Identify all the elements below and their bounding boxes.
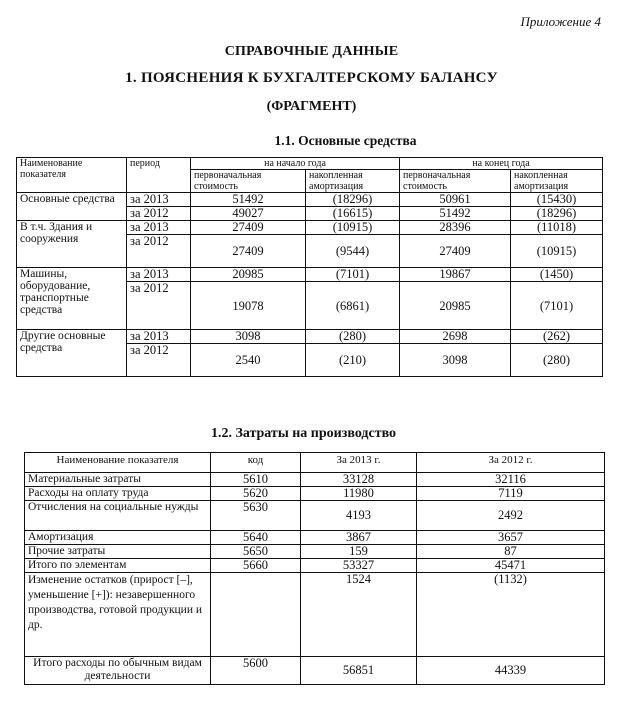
code-cell: 5630	[211, 501, 301, 531]
row-label: Итого по элементам	[25, 559, 211, 573]
table-header-row	[25, 453, 605, 473]
period-cell: за 2013	[127, 221, 191, 235]
code-cell: 5620	[211, 487, 301, 501]
col-header-code: код	[211, 453, 301, 473]
value-cell: (7101)	[511, 282, 603, 330]
fixed-assets-table	[16, 157, 603, 377]
appendix-label: Приложение 4	[520, 14, 601, 29]
value-cell: 4193	[301, 501, 417, 531]
table-row	[17, 221, 603, 235]
table-row	[17, 193, 603, 207]
value-cell: 159	[301, 545, 417, 559]
row-label-fixed-assets: Основные средства	[17, 193, 127, 221]
row-label: Прочие затраты	[25, 545, 211, 559]
code-cell: 5640	[211, 531, 301, 545]
value-cell: (1450)	[511, 268, 603, 282]
value-cell: 51492	[191, 193, 306, 207]
table-row	[25, 501, 605, 531]
value-cell: 51492	[400, 207, 511, 221]
value-cell: (11018)	[511, 221, 603, 235]
code-cell	[211, 573, 301, 657]
value-cell: 53327	[301, 559, 417, 573]
row-label: Расходы на оплату труда	[25, 487, 211, 501]
value-cell: 2492	[417, 501, 605, 531]
value-cell: 3867	[301, 531, 417, 545]
period-cell: за 2012	[127, 282, 191, 330]
value-cell: 11980	[301, 487, 417, 501]
code-cell: 5610	[211, 473, 301, 487]
value-cell: 44339	[417, 657, 605, 685]
value-cell: 2540	[191, 344, 306, 377]
value-cell: 2698	[400, 330, 511, 344]
col-header-begin-year: на начало года	[191, 158, 400, 170]
value-cell: 3098	[191, 330, 306, 344]
value-cell: 28396	[400, 221, 511, 235]
period-cell: за 2013	[127, 268, 191, 282]
doc-title: СПРАВОЧНЫЕ ДАННЫЕ	[224, 44, 399, 59]
value-cell: 3657	[417, 531, 605, 545]
value-cell: 45471	[417, 559, 605, 573]
period-cell: за 2013	[127, 330, 191, 344]
doc-fragment-label: (ФРАГМЕНТ)	[266, 99, 357, 114]
value-cell: 1524	[301, 573, 417, 657]
col-header-begin-cost: первоначальная стоимость	[191, 170, 306, 193]
value-cell: 27409	[191, 221, 306, 235]
value-cell: (7101)	[306, 268, 400, 282]
col-header-end-cost: первоначальная стоимость	[400, 170, 511, 193]
row-label: Амортизация	[25, 531, 211, 545]
table-row	[25, 657, 605, 685]
row-label: Итого расходы по обычным видам деятельности	[25, 657, 211, 685]
table-row	[25, 559, 605, 573]
value-cell: (280)	[511, 344, 603, 377]
value-cell: 56851	[301, 657, 417, 685]
value-cell: (15430)	[511, 193, 603, 207]
value-cell: 32116	[417, 473, 605, 487]
col-header-end-depreciation: накопленная амортизация	[511, 170, 603, 193]
value-cell: 20985	[400, 282, 511, 330]
code-cell: 5660	[211, 559, 301, 573]
value-cell: (18296)	[306, 193, 400, 207]
col-header-name: Наименование показателя	[25, 453, 211, 473]
value-cell: (10915)	[511, 235, 603, 268]
code-cell: 5600	[211, 657, 301, 685]
value-cell: 87	[417, 545, 605, 559]
production-costs-table	[24, 452, 605, 685]
value-cell: (16615)	[306, 207, 400, 221]
table-row	[25, 531, 605, 545]
period-cell: за 2012	[127, 207, 191, 221]
table-row	[25, 487, 605, 501]
section-1-1-heading: 1.1. Основные средства	[274, 133, 417, 148]
period-cell: за 2012	[127, 344, 191, 377]
col-header-period: период	[127, 158, 191, 193]
col-header-begin-depreciation: накопленная амортизация	[306, 170, 400, 193]
value-cell: (280)	[306, 330, 400, 344]
table-row	[17, 330, 603, 344]
row-label: Материальные затраты	[25, 473, 211, 487]
value-cell: (18296)	[511, 207, 603, 221]
value-cell: (262)	[511, 330, 603, 344]
value-cell: 50961	[400, 193, 511, 207]
value-cell: 3098	[400, 344, 511, 377]
col-header-end-year: на конец года	[400, 158, 603, 170]
value-cell: 7119	[417, 487, 605, 501]
value-cell: (9544)	[306, 235, 400, 268]
table-header-row	[17, 158, 603, 170]
col-header-2012: За 2012 г.	[417, 453, 605, 473]
table-row	[25, 573, 605, 657]
period-cell: за 2012	[127, 235, 191, 268]
row-label-machinery: Машины, оборудование, транспортные средства	[17, 268, 127, 330]
code-cell: 5650	[211, 545, 301, 559]
row-label-other-assets: Другие основные средства	[17, 330, 127, 377]
value-cell: 49027	[191, 207, 306, 221]
doc-subtitle: 1. ПОЯСНЕНИЯ К БУХГАЛТЕРСКОМУ БАЛАНСУ	[125, 70, 498, 86]
value-cell: (1132)	[417, 573, 605, 657]
value-cell: (10915)	[306, 221, 400, 235]
table-row	[17, 268, 603, 282]
section-1-2-heading: 1.2. Затраты на производство	[210, 426, 397, 441]
value-cell: 27409	[400, 235, 511, 268]
table-row	[25, 473, 605, 487]
value-cell: (210)	[306, 344, 400, 377]
row-label: Изменение остатков (прирост [–], уменьшение [+]): незавершенного производства, готовой продукции и др.	[25, 573, 211, 657]
value-cell: 33128	[301, 473, 417, 487]
value-cell: 27409	[191, 235, 306, 268]
table-row	[25, 545, 605, 559]
col-header-name: Наименование показателя	[17, 158, 127, 193]
value-cell: (6861)	[306, 282, 400, 330]
row-label-buildings: В т.ч. Здания и сооружения	[17, 221, 127, 268]
row-label: Отчисления на социальные нужды	[25, 501, 211, 531]
period-cell: за 2013	[127, 193, 191, 207]
value-cell: 19867	[400, 268, 511, 282]
col-header-2013: За 2013 г.	[301, 453, 417, 473]
value-cell: 19078	[191, 282, 306, 330]
value-cell: 20985	[191, 268, 306, 282]
